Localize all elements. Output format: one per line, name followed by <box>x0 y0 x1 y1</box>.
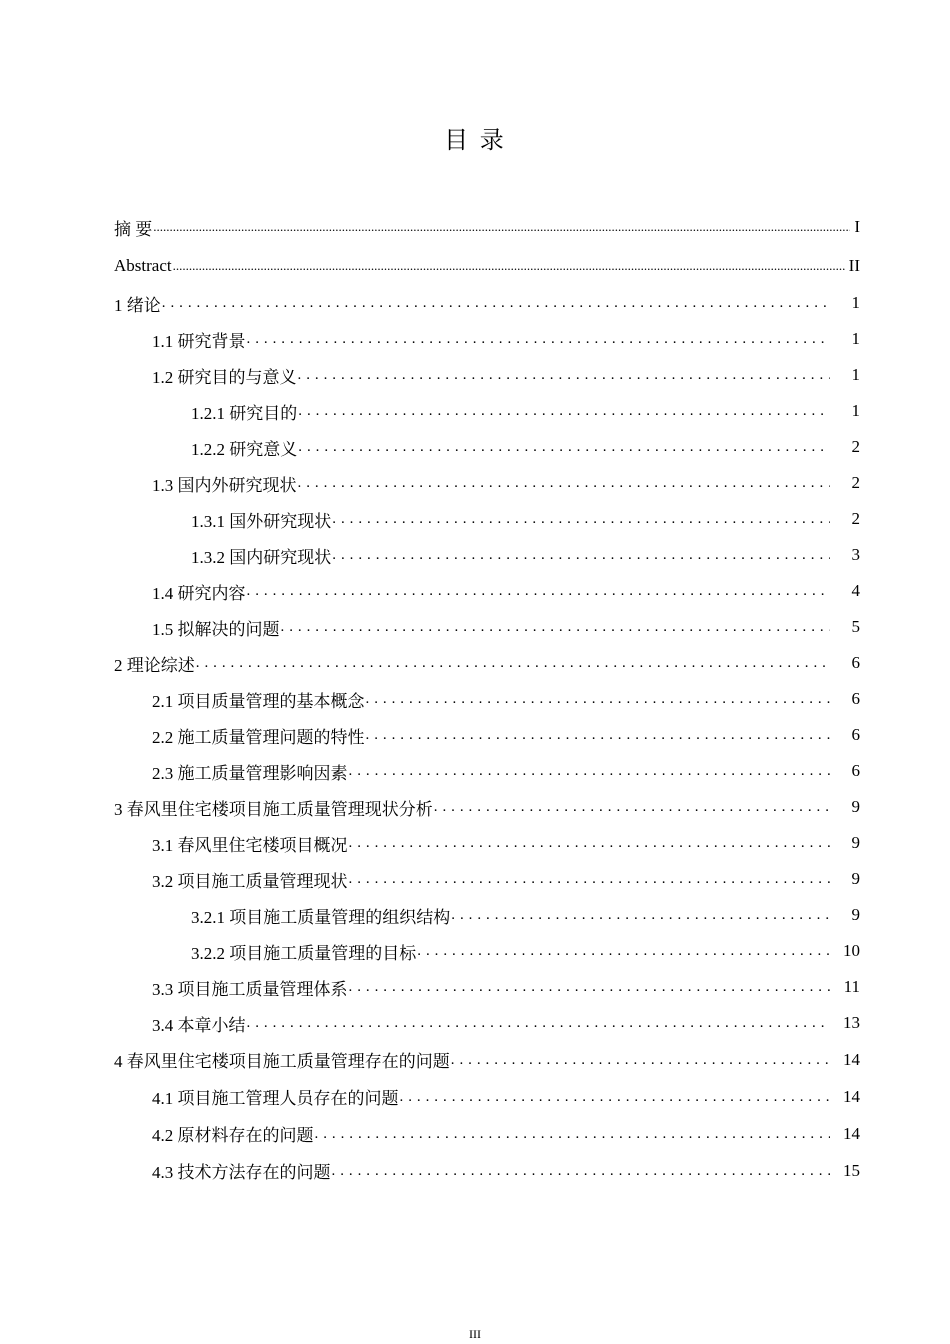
toc-entry-label: 4.3 技术方法存在的问题 <box>152 1163 331 1182</box>
toc-entry-label: 3.2.1 项目施工质量管理的组织结构 <box>191 907 451 927</box>
toc-entry-label: 1.3 国内外研究现状 <box>152 475 297 495</box>
toc-entry-page: 9 <box>851 833 860 852</box>
toc-entry-label: 3 春风里住宅楼项目施工质量管理现状分析 <box>114 799 433 819</box>
toc-entry[interactable] <box>114 357 860 393</box>
toc-entry-label: 1.5 拟解决的问题 <box>152 619 280 639</box>
toc-entry-page: 10 <box>843 941 860 960</box>
toc-entry-page: 3 <box>851 545 860 564</box>
toc-entry-page: II <box>848 256 860 275</box>
toc-entry[interactable] <box>114 1078 860 1115</box>
toc-dot-leader <box>434 797 830 817</box>
toc-dot-leader <box>281 617 831 637</box>
toc-entry-page: 6 <box>851 689 860 708</box>
toc-entry[interactable] <box>114 897 860 933</box>
toc-dot-leader <box>349 833 831 853</box>
toc-entry-page: 14 <box>843 1123 860 1143</box>
toc-entry[interactable] <box>114 789 860 825</box>
toc-dot-leader <box>247 329 831 349</box>
toc-entry[interactable] <box>114 247 860 285</box>
toc-entry-page: 1 <box>851 293 860 312</box>
toc-entry-page: 4 <box>851 581 860 600</box>
toc-dot-leader <box>417 941 830 961</box>
toc-entry-label: 2 理论综述 <box>114 655 195 675</box>
toc-entry[interactable] <box>114 207 860 247</box>
toc-entry[interactable] <box>114 537 860 573</box>
toc-dot-leader <box>298 437 830 457</box>
toc-entry[interactable] <box>114 1041 860 1078</box>
toc-dot-leader <box>298 365 831 385</box>
toc-entry-label: 1.3.2 国内研究现状 <box>191 547 332 567</box>
toc-dot-leader <box>451 1050 830 1070</box>
toc-dot-leader <box>247 1013 831 1033</box>
toc-entry-page: 2 <box>851 473 860 492</box>
toc-entry[interactable] <box>114 933 860 969</box>
page-number: III <box>469 1327 481 1341</box>
toc-entry-page: 1 <box>851 401 860 420</box>
toc-entry-label: 1 绪论 <box>114 295 161 315</box>
toc-entry-label: 3.3 项目施工质量管理体系 <box>152 979 348 999</box>
toc-entry-label: Abstract <box>114 256 172 275</box>
toc-dot-leader <box>349 869 831 889</box>
toc-dot-leader <box>247 581 831 601</box>
toc-entry[interactable] <box>114 1115 860 1152</box>
toc-dot-leader <box>315 1124 831 1144</box>
toc-dot-leader <box>196 653 830 673</box>
toc-entry-label: 1.3.1 国外研究现状 <box>191 511 332 531</box>
toc-entry-page: 6 <box>851 725 860 744</box>
toc-entry-label: 1.2 研究目的与意义 <box>152 367 297 387</box>
toc-entry-label: 摘 要 <box>114 219 153 239</box>
toc-entry-page: 11 <box>843 977 860 996</box>
toc-dot-leader <box>349 761 831 781</box>
toc-entry-page: 9 <box>851 869 860 888</box>
toc-entry-label: 3.1 春风里住宅楼项目概况 <box>152 835 348 855</box>
toc-entry-label: 2.2 施工质量管理问题的特性 <box>152 727 365 747</box>
toc-entry[interactable] <box>114 285 860 321</box>
toc-dot-leader <box>366 725 831 745</box>
toc-entry-page: 13 <box>843 1013 860 1032</box>
toc-entry[interactable] <box>114 969 860 1005</box>
toc-entry[interactable] <box>114 321 860 357</box>
toc-entry-label: 2.3 施工质量管理影响因素 <box>152 763 348 783</box>
toc-entry-label: 3.4 本章小结 <box>152 1015 246 1035</box>
toc-entry-label: 1.2.1 研究目的 <box>191 403 298 423</box>
toc-entry[interactable] <box>114 465 860 501</box>
toc-entry[interactable] <box>114 645 860 681</box>
toc-dot-leader <box>451 905 830 925</box>
toc-entry[interactable] <box>114 609 860 645</box>
toc-dot-leader <box>173 256 845 276</box>
toc-entry-page: 1 <box>851 329 860 348</box>
toc-entry-label: 1.2.2 研究意义 <box>191 439 298 459</box>
toc-entry[interactable] <box>114 825 860 861</box>
page-title: 目 录 <box>444 126 506 154</box>
toc-entry-label: 4.1 项目施工管理人员存在的问题 <box>152 1089 399 1108</box>
toc-entry-page: 6 <box>851 653 860 672</box>
toc-entry-page: 9 <box>851 797 860 816</box>
toc-entry-page: 1 <box>851 365 860 384</box>
toc-entry-page: 2 <box>851 509 860 528</box>
toc-entry-page: I <box>854 217 860 236</box>
toc-dot-leader <box>153 217 850 237</box>
toc-entry[interactable] <box>114 717 860 753</box>
toc-entry-page: 14 <box>843 1086 860 1106</box>
toc-entry-label: 4 春风里住宅楼项目施工质量管理存在的问题 <box>114 1052 450 1071</box>
toc-entry[interactable] <box>114 393 860 429</box>
toc-dot-leader <box>298 473 831 493</box>
toc-entry-page: 5 <box>851 617 860 636</box>
toc-entry[interactable] <box>114 501 860 537</box>
toc-entry[interactable] <box>114 573 860 609</box>
toc-entry-page: 14 <box>843 1049 860 1069</box>
toc-entry-label: 3.2 项目施工质量管理现状 <box>152 871 348 891</box>
toc-entry-page: 9 <box>851 905 860 924</box>
toc-dot-leader <box>298 401 830 421</box>
table-of-contents <box>114 207 860 1189</box>
toc-dot-leader <box>332 545 830 565</box>
toc-entry-label: 4.2 原材料存在的问题 <box>152 1126 314 1145</box>
toc-dot-leader <box>162 293 830 313</box>
toc-dot-leader <box>349 977 831 997</box>
toc-entry-label: 1.1 研究背景 <box>152 331 246 351</box>
toc-entry[interactable] <box>114 861 860 897</box>
toc-dot-leader <box>332 509 830 529</box>
toc-dot-leader <box>366 689 831 709</box>
toc-entry-label: 2.1 项目质量管理的基本概念 <box>152 691 365 711</box>
toc-entry-page: 2 <box>851 437 860 456</box>
toc-entry-label: 3.2.2 项目施工质量管理的目标 <box>191 943 417 963</box>
toc-entry[interactable] <box>114 429 860 465</box>
toc-entry[interactable] <box>114 1005 860 1041</box>
toc-entry-page: 15 <box>843 1160 860 1180</box>
toc-entry-page: 6 <box>851 761 860 780</box>
toc-entry[interactable] <box>114 681 860 717</box>
toc-entry-label: 1.4 研究内容 <box>152 583 246 603</box>
toc-entry[interactable] <box>114 1152 860 1189</box>
toc-entry[interactable] <box>114 753 860 789</box>
toc-dot-leader <box>400 1087 831 1107</box>
toc-dot-leader <box>332 1161 831 1181</box>
